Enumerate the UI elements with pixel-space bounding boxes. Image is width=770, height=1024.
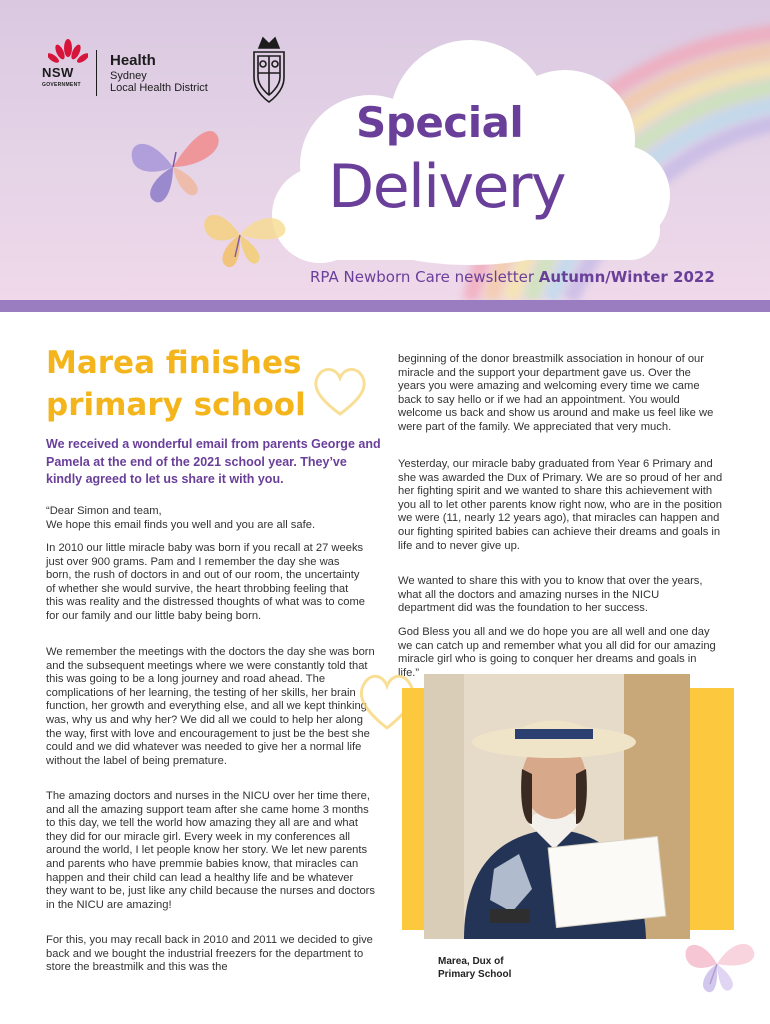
letter-paragraph-8: God Bless you all and we do hope you are all well and one day we can catch up and remember what you all did for our amazing miracle girl who is going to conquer her dreams and goals in life.” xyxy=(398,626,716,679)
letter-greeting: “Dear Simon and team, We hope this email finds you well and you are all safe. xyxy=(46,505,316,531)
waratah-icon xyxy=(48,38,88,66)
health-logo-line1: Sydney xyxy=(110,70,147,82)
butterfly-icon xyxy=(195,185,295,275)
article-intro: We received a wonderful email from parents George and Pamela at the end of the 2021 school year. They’ve kindly agreed to let us share it with you. xyxy=(46,437,381,486)
letter-paragraph-5: beginning of the donor breastmilk association in honour of our miracle and the support your department gave us. Over the years you were amazing and welcoming every time we came back to say hello or if we had an appointment. You would welcome us back and show us around and make us feel like we were part of the family. We appreciated that very much. xyxy=(398,353,714,433)
masthead-title-delivery: Delivery xyxy=(328,152,566,222)
letter-paragraph-1: In 2010 our little miracle baby was born if you recall at 27 weeks just over 900 grams. Pam and I remember the day she was born, the rush of doctors in and out of our room, the uncertainty of whether she would survive, the heart throbbing feeling that this was reality and the distressed thoughts of what was to come for our family and our little baby being born. xyxy=(46,542,366,622)
health-logo-title: Health xyxy=(110,52,156,69)
header-divider-band xyxy=(0,300,770,312)
coat-of-arms-icon xyxy=(246,30,292,108)
butterfly-icon xyxy=(672,922,762,1002)
heart-icon xyxy=(308,358,372,422)
student-photo xyxy=(424,674,690,939)
nsw-wordmark: NSW xyxy=(42,65,74,80)
rainbow-graphic xyxy=(0,0,770,300)
health-logo-line2: Local Health District xyxy=(110,82,208,94)
article-title: Marea finishes primary school xyxy=(46,345,306,423)
letter-paragraph-4: For this, you may recall back in 2010 and 2011 we decided to give back and we bought the industrial freezers for the department to store the breastmilk and this was the xyxy=(46,934,373,974)
newsletter-name: RPA Newborn Care newsletter xyxy=(310,268,535,286)
letter-paragraph-2: We remember the meetings with the doctors the day she was born and the subsequent meetings where we were constantly told that this was going to be a long journey and road ahead. The complications of her learning, the testing of her skills, her brain function, her growth and everything else, and all we kept thinking was, why us and why her? We did all we could to help her along the way, first with love and encouragement to just be the best she could and we did whatever was needed to give her a normal life without the label of being premature. xyxy=(46,646,375,767)
masthead-title-special: Special xyxy=(356,98,524,147)
header-banner xyxy=(0,0,770,300)
nsw-government-label: GOVERNMENT xyxy=(42,82,81,88)
photo-caption: Marea, Dux of Primary School xyxy=(438,956,512,980)
newsletter-edition: Autumn/Winter 2022 xyxy=(538,268,715,286)
newsletter-line xyxy=(310,268,715,286)
letter-paragraph-3: The amazing doctors and nurses in the NICU over her time there, and all the amazing support team after she came home 3 months to this day, we tell the world how amazing they all are and what they did for our miracle girl. Every week in my conferences all around the world, I let people know her story. We let new parents and parents who have premmie babies know, that miracles can happen and their child can lead a healthy life and be whatever they want to be, just like any child because the nurses and doctors in the NICU are amazing! xyxy=(46,790,375,911)
letter-paragraph-6: Yesterday, our miracle baby graduated from Year 6 Primary and she was awarded the Dux of Primary. We are so proud of her and her fighting spirit and we wanted to share this achievement with you all to let other parents know right now, who are in the position we were (11, nearly 12 years ago), that miracles can happen and our fighting spirited babies can achieve their dreams and goals in life and to never give up. xyxy=(398,458,723,552)
logo-divider xyxy=(96,50,97,96)
letter-paragraph-7: We wanted to share this with you to know that over the years, what all the doctors and amazing nurses in the NICU department did was the foundation to her success. xyxy=(398,575,703,615)
